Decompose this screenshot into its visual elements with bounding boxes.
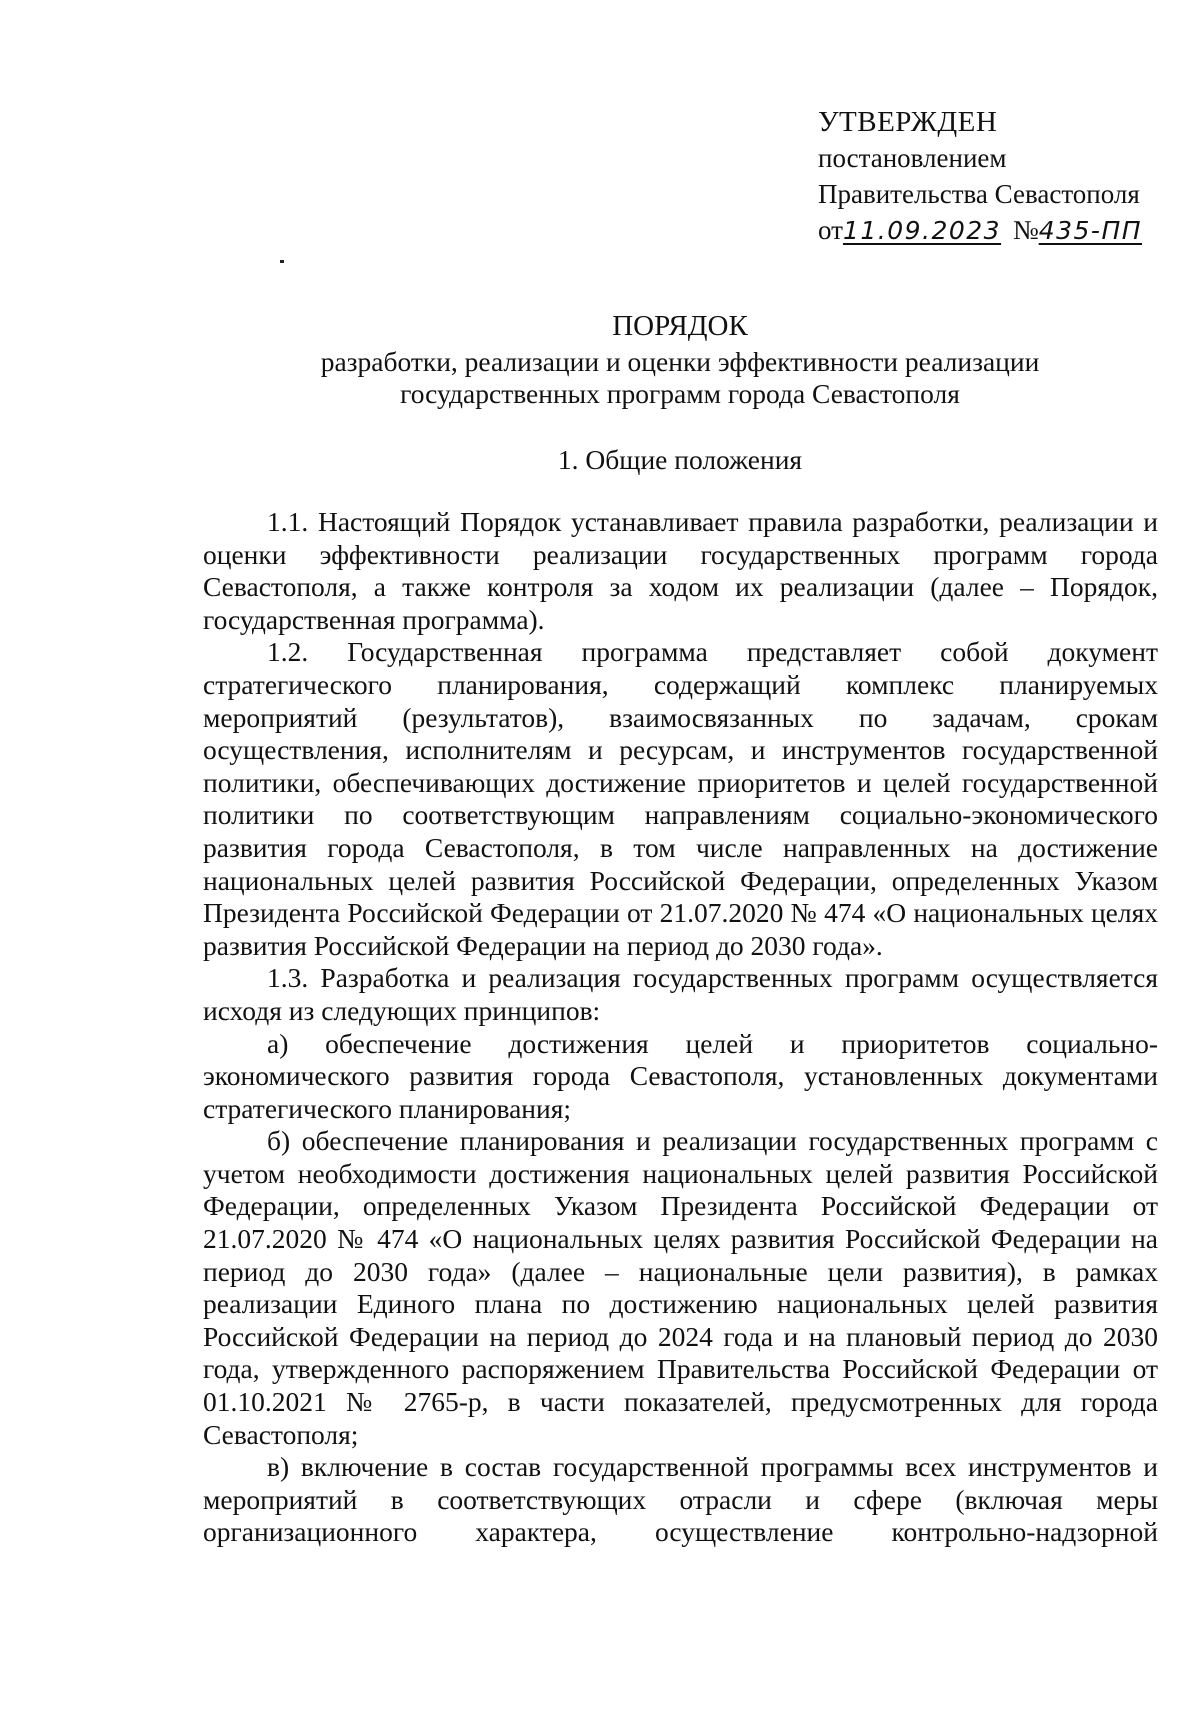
- from-label: от: [818, 215, 843, 245]
- paragraph-item-v: в) включение в состав государственной программы всех инструментов и мероприятий в соответствующих отрасли и сфере (включая меры организационного характера, осуществление контрольно-надзорной: [203, 1451, 1158, 1548]
- handwritten-date: 11.09.2023: [842, 216, 1002, 245]
- paragraph-1-2: 1.2. Государственная программа представляет собой документ стратегического планирования, содержащий комплекс планируемых мероприятий (результатов), взаимосвязанных по задачам, срокам осуществления, исполнителям и ресурсам, и инструментов государственной политики, обеспечивающих достижение приоритетов и целей государственной политики по соответствующим направлениям социально-экономического развития города Севастополя, в том числе направленных на достижение национальных целей развития Российской Федерации, определенных Указом Президента Российской Федерации от 21.07.2020 № 474 «О национальных целях развития Российской Федерации на период до 2030 года».: [203, 636, 1158, 961]
- document-body: [203, 506, 1158, 1549]
- paragraph-1-3: 1.3. Разработка и реализация государственных программ осуществляется исходя из следующих принципов:: [203, 962, 1158, 1026]
- paragraph-item-b: б) обеспечение планирования и реализации государственных программ с учетом необходимости достижения национальных целей развития Российской Федерации, определенных Указом Президента Российской Федерации от 21.07.2020 № 474 «О национальных целях развития Российской Федерации на период до 2030 года» (далее – национальные цели развития), в рамках реализации Единого плана по достижению национальных целей развития Российской Федерации на период до 2024 года и на плановый период до 2030 года, утвержденного распоряжением Правительства Российской Федерации от 01.10.2021 № 2765-р, в части показателей, предусмотренных для города Севастополя;: [203, 1125, 1158, 1450]
- approval-title: УТВЕРЖДЕН: [818, 106, 998, 138]
- paragraph-item-a: а) обеспечение достижения целей и приоритетов социально-экономического развития города Севастополя, установленных документами стратегического планирования;: [203, 1027, 1158, 1124]
- approval-line-date: [818, 212, 1174, 249]
- scan-mark: [280, 260, 284, 263]
- approval-line-2: постановлением: [818, 143, 1007, 173]
- document-subtitle-line-2: государственных программ города Севастополя: [400, 378, 960, 409]
- approval-stamp: [818, 104, 1174, 249]
- document-title: ПОРЯДОК: [612, 310, 748, 342]
- document-subtitle-line-1: разработки, реализации и оценки эффективности реализации: [320, 346, 1040, 377]
- number-label: №: [1012, 215, 1039, 245]
- paragraph-1-1: 1.1. Настоящий Порядок устанавливает правила разработки, реализации и оценки эффективности реализации государственных программ города Севастополя, а также контроля за ходом их реализации (далее – Порядок, государственная программа).: [203, 506, 1158, 635]
- section-heading: 1. Общие положения: [557, 444, 803, 475]
- handwritten-number: 435-ПП: [1038, 216, 1143, 245]
- approval-line-3: Правительства Севастополя: [818, 179, 1140, 209]
